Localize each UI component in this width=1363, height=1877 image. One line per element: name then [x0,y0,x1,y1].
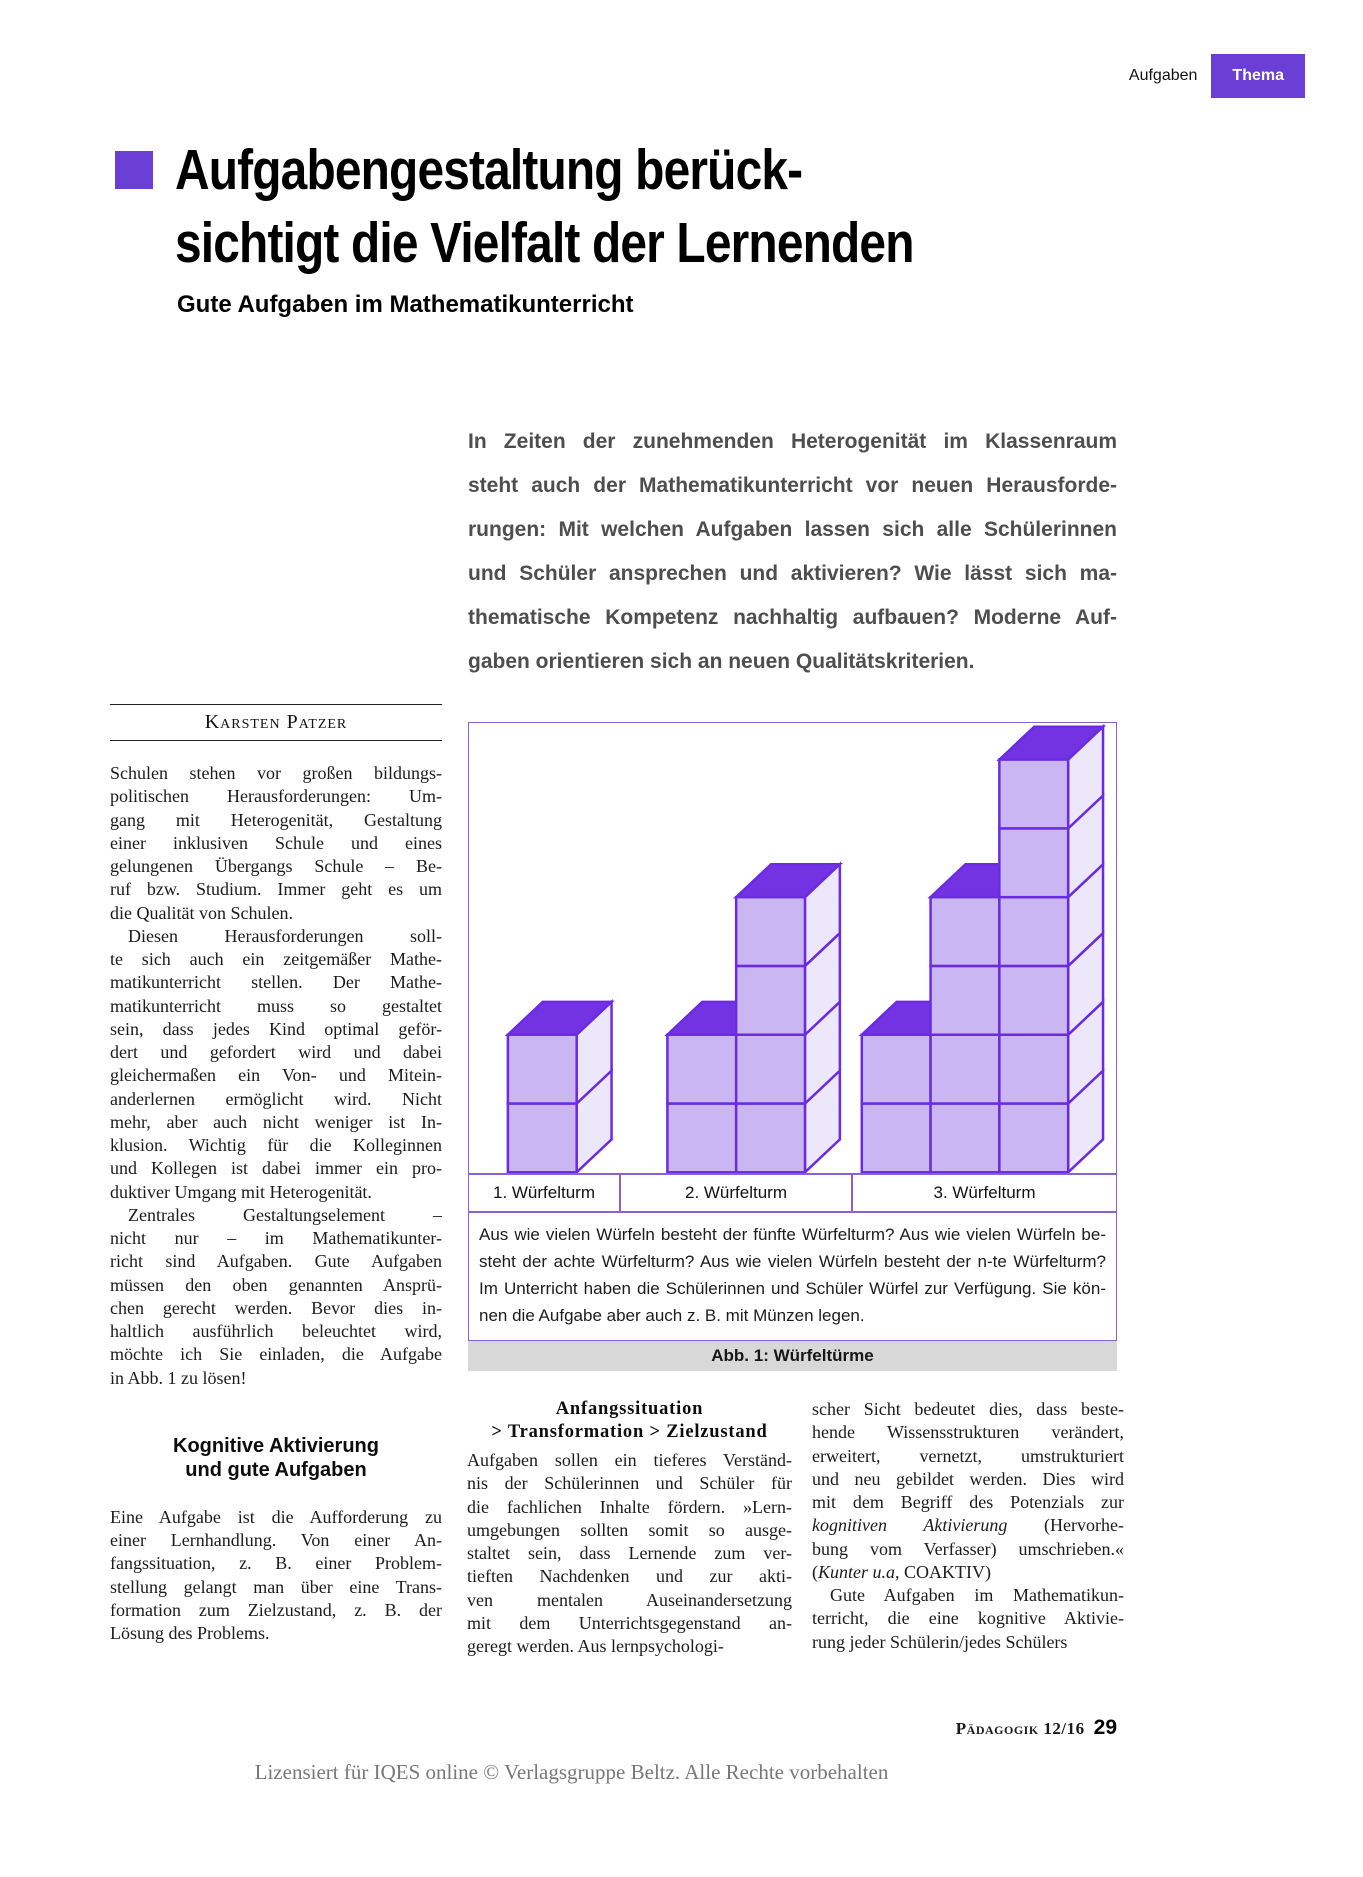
section-heading: Anfangssituation > Transformation > Zielzustand [491,1399,768,1442]
paragraph [812,1584,1124,1654]
text-line: und Schüler ansprechen und aktivieren? Wie lässt sich ma- [468,562,1117,585]
text-line: chen gerecht werden. Bevor dies in- [110,1297,442,1318]
text-line: einer inklusiven Schule und eines [110,832,442,853]
text-line: (Kunter u.a, COAKTIV) [812,1561,992,1582]
text-line: steht der achte Würfelturm? Aus wie vielen Würfeln besteht der n-te Würfelturm? [479,1252,1106,1271]
journal-issue: Pädagogik 12/16 [955,1719,1085,1738]
text-line: haltlich ausführlich beleuchtet wird, [110,1321,442,1341]
article-subtitle: Gute Aufgaben im Mathematikunterricht [177,291,634,318]
text-line: sein, dass jedes Kind optimal geför- [110,1018,442,1039]
title-line-1: Aufgabengestaltung berück- [175,138,803,202]
text-line: Diesen Herausforderungen soll- [110,925,442,946]
text-line: Lösung des Problems. [110,1623,270,1643]
text-line: matikunterricht stellen. Der Mathe- [110,972,442,993]
text-line: müssen den oben genannten Ansprü- [110,1274,442,1295]
paragraph [110,762,442,925]
page-header [1129,54,1305,98]
paragraph [110,1506,442,1646]
page-number: 29 [1093,1716,1117,1739]
figure-box [468,722,1117,1341]
text-line: scher Sicht bedeutet dies, dass beste- [812,1399,1124,1419]
text-line: nicht nur – im Mathematikunter- [110,1228,442,1248]
left-column [110,762,442,1645]
text-line: erweitert, vernetzt, umstrukturiert [812,1445,1124,1466]
text-line: ruf bzw. Studium. Immer geht es um [110,879,442,900]
text-line: in Abb. 1 zu lösen! [110,1367,247,1388]
text-line: mit dem Begriff des Potenzials zur [812,1492,1124,1512]
middle-column [467,1398,792,1658]
text-line: Im Unterricht haben die Schülerinnen und Schüler Würfel zur Verfügung. Sie kön- [479,1279,1106,1298]
tower-label-1: 1. Würfelturm [492,1183,596,1202]
text-line: rung jeder Schülerin/jedes Schülers [812,1631,1068,1652]
text-line: mehr, aber auch nicht weniger ist In- [110,1111,442,1132]
paragraph [110,925,442,1204]
text-line: gaben orientieren sich an neuen Qualitätskriterien. [468,650,975,673]
theme-badge: Thema [1211,54,1305,98]
text-line: Eine Aufgabe ist die Aufforderung zu [110,1506,442,1527]
text-line: Schulen stehen vor großen bildungs- [110,763,442,783]
text-line: stellung gelangt man über eine Trans- [110,1576,442,1597]
text-line: duktiver Umgang mit Heterogenität. [110,1181,372,1202]
text-line: In Zeiten der zunehmenden Heterogenität im Klassenraum [468,430,1117,453]
text-line: umgebungen sollten somit so ausge- [467,1519,792,1540]
text-line: nen die Aufgabe aber auch z. B. mit Münzen legen. [479,1306,865,1325]
text-line: rungen: Mit welchen Aufgaben lassen sich alle Schülerinnen [468,518,1117,541]
text-line: te sich auch ein zeitgemäßer Mathe- [110,949,442,969]
title-line-2: sichtigt die Vielfalt der Lernenden [175,211,914,275]
section-label: Aufgaben [1128,67,1198,84]
section-heading: Kognitive Aktivierung und gute Aufgaben [173,1434,379,1481]
text-line: klusion. Wichtig für die Kolleginnen [110,1135,442,1155]
right-column [812,1398,1124,1654]
text-line: die Qualität von Schulen. [110,902,293,923]
author-name: Karsten Patzer [204,711,348,733]
license-line: Lizensiert für IQES online © Verlagsgruppe Beltz. Alle Rechte vorbehalten [254,1760,889,1784]
paragraph [467,1449,792,1658]
text-line: richt sind Aufgaben. Gute Aufgaben [110,1251,442,1272]
cube-towers-illustration [469,723,1116,1173]
paragraph [812,1398,1124,1584]
text-line: geregt werden. Aus lernpsychologi- [467,1636,724,1656]
figure-wuerfeltuerme [468,722,1117,1371]
author-block [110,704,442,741]
text-line: gleichermaßen ein Von- und Mitein- [110,1065,442,1086]
figure-caption-bar: Abb. 1: Würfeltürme [468,1341,1117,1371]
text-line: staltet sein, dass Lernende zum ver- [467,1543,792,1563]
text-line: steht auch der Mathematikunterricht vor neuen Herausforde- [468,474,1117,497]
title-text [175,134,1054,319]
text-line: bung vom Verfasser) umschrieben.« [812,1538,1124,1559]
text-line: gelungenen Übergangs Schule – Be- [110,856,442,876]
title-square-icon [115,151,153,189]
text-line: anderlernen ermöglicht wird. Nicht [110,1088,442,1109]
text-line: thematische Kompetenz nachhaltig aufbauen? Moderne Auf- [468,606,1117,629]
paragraph [110,1204,442,1390]
text-line: matikunterricht muss so gestaltet [110,995,442,1016]
journal-footer [956,1716,1117,1740]
text-line: gang mit Heterogenität, Gestaltung [110,809,442,830]
text-line: die fachlichen Inhalte fördern. »Lern- [467,1496,792,1517]
text-line: Aufgaben sollen ein tieferes Verständ- [467,1450,792,1470]
text-line: und neu gebildet werden. Dies wird [812,1468,1124,1489]
text-line: mit dem Unterrichtsgegenstand an- [467,1612,792,1633]
text-line: politischen Herausforderungen: Um- [110,786,442,807]
text-line: formation zum Zielzustand, z. B. der [110,1599,442,1620]
text-line: möchte ich Sie einladen, die Aufgabe [110,1344,442,1365]
tower-label-2: 2. Würfelturm [619,1175,851,1211]
text-line: fangssituation, z. B. einer Problem- [110,1553,442,1574]
tower-labels-row [469,1173,1116,1211]
text-line: Zentrales Gestaltungselement – [110,1204,442,1225]
towers-svg [469,723,1116,1173]
text-line: hende Wissensstrukturen verändert, [812,1422,1124,1443]
text-line: nis der Schülerinnen und Schüler für [467,1473,792,1494]
text-line: einer Lernhandlung. Von einer An- [110,1530,442,1550]
text-line: tieften Nachdenken und zur akti- [467,1566,792,1587]
text-line: Gute Aufgaben im Mathematikun- [812,1585,1124,1605]
text-line: Aus wie vielen Würfeln besteht der fünfte Würfelturm? Aus wie vielen Würfeln be- [479,1225,1106,1244]
text-line: ven mentalen Auseinandersetzung [467,1589,792,1610]
text-line: terricht, die eine kognitive Aktivie- [812,1608,1124,1629]
tower-label-3: 3. Würfelturm [851,1175,1116,1211]
text-line: dert und gefordert wird und dabei [110,1042,442,1062]
text-line: und Kollegen ist dabei immer ein pro- [110,1158,442,1179]
figure-task-text [469,1211,1116,1340]
title-block [115,134,1054,319]
lead-paragraph [468,420,1117,684]
text-line: kognitiven Aktivierung (Hervorhe- [812,1515,1124,1536]
